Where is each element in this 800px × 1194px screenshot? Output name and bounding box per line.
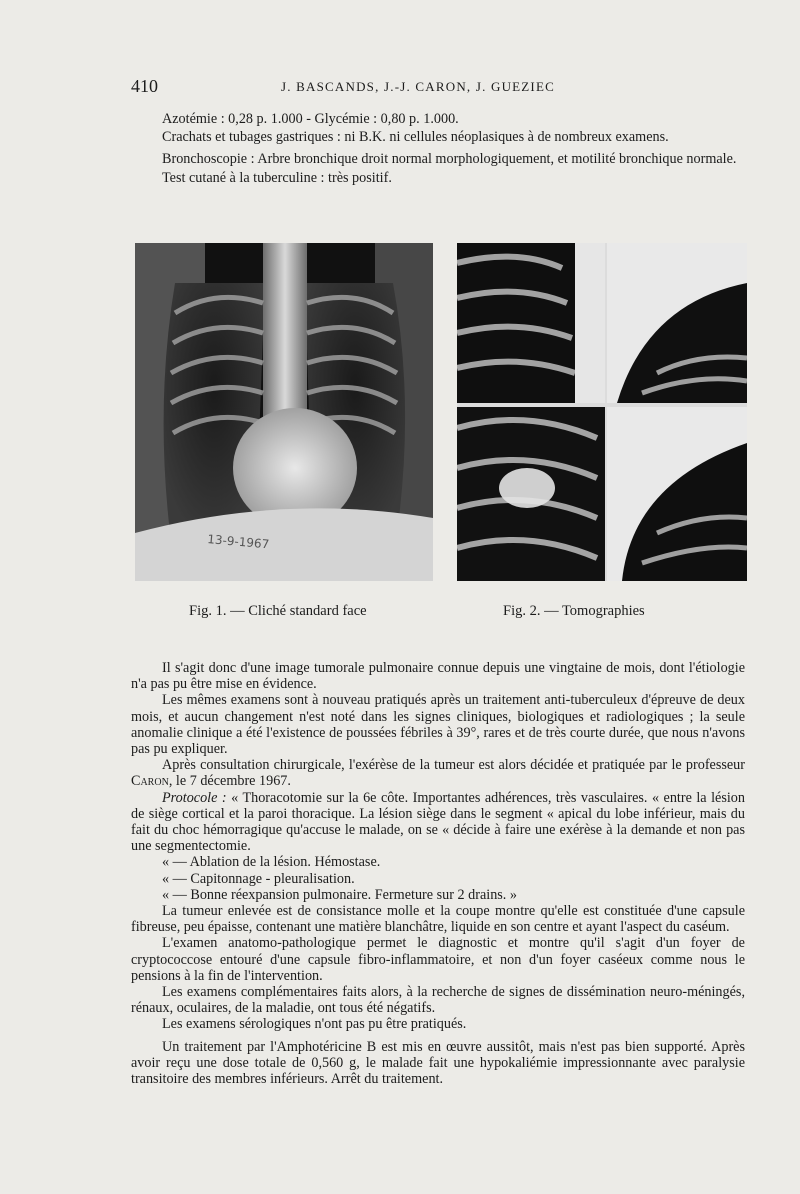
protocole-label: Protocole : <box>162 789 227 806</box>
figure-2-tomographies <box>457 243 747 581</box>
protocole-line-reexpansion: « — Bonne réexpansion pulmonaire. Fermeture sur 2 drains. » <box>162 886 517 903</box>
page-header <box>131 76 745 100</box>
paragraph-image-tumorale: Il s'agit donc d'une image tumorale pulmonaire connue depuis une vingtaine de mois, dont l'étiologie n'a pas pu être mise en évidence. <box>131 660 745 693</box>
tomography-panel-bottom-left <box>457 407 605 581</box>
tomography-panel-top-left <box>457 243 605 403</box>
paragraph-crachats: Crachats et tubages gastriques : ni B.K. ni cellules néoplasiques à de nombreux examens. <box>162 129 669 146</box>
paragraph-azotemie: Azotémie : 0,28 p. 1.000 - Glycémie : 0,80 p. 1.000. <box>162 111 459 127</box>
surgeon-name: Caron <box>131 773 169 790</box>
paragraph-bronchoscopie: Bronchoscopie : Arbre bronchique droit normal morphologiquement, et motilité bronchique normale. <box>162 151 737 168</box>
consultation-text: Après consultation chirurgicale, l'exérèse de la tumeur est alors décidée et pratiquée par le professeur <box>162 757 745 774</box>
main-text-block <box>131 660 745 1087</box>
paragraph-test-cutane: Test cutané à la tuberculine : très positif. <box>162 169 392 186</box>
paragraph-tumeur-enlevee: La tumeur enlevée est de consistance molle et la coupe montre qu'elle est constituée d'une capsule fibreuse, peu épaisse, contenant une matière blanchâtre, liquide en son centre et ayant l'aspect du caséum. <box>131 903 745 936</box>
paragraph-protocole <box>131 790 745 855</box>
paragraph-amphotericine: Un traitement par l'Amphotéricine B est mis en œuvre aussitôt, mais n'est pas bien supporté. Après avoir reçu une dose totale de 0,560 g, le malade fait une hypokaliémie impressionnante avec paralysie transitoire des membres inférieurs. Arrêt du traitement. <box>131 1038 745 1088</box>
tomography-panel-top-right <box>607 243 747 403</box>
paragraph-examens-complementaires: Les examens complémentaires faits alors, à la recherche de signes de dissémination neuro-méningés, rénaux, oculaires, de la maladie, ont tous été négatifs. <box>131 984 745 1017</box>
page-number: 410 <box>131 76 158 96</box>
paragraph-consultation <box>131 757 745 789</box>
protocole-text: « Thoracotomie sur la 6e côte. Importantes adhérences, très vasculaires. « entre la lésion de siège cortical et la paroi thoracique. La lésion siège dans le segment « apical du lobe inférieur, mais du fait du choc hémorragique qu'accuse le malade, on se « décide à faire une exérèse à la demande et non pas une segmentectomie. <box>131 789 745 855</box>
tomography-panel-bottom-right <box>607 407 747 581</box>
lab-results-block <box>131 111 745 186</box>
paragraph-anatomo-pathologique: L'examen anatomo-pathologique permet le diagnostic et montre qu'il s'agit d'un foyer de cryptococcose entouré d'une capsule fibro-inflammatoire, et non d'un foyer caséeux comme nous le pensions à la fin de l'intervention. <box>131 935 745 984</box>
protocole-line-capitonnage: « — Capitonnage - pleuralisation. <box>162 870 355 887</box>
protocole-line-ablation: « — Ablation de la lésion. Hémostase. <box>162 854 381 871</box>
figure-2-caption: Fig. 2. — Tomographies <box>503 603 645 619</box>
consultation-date-text: , le 7 décembre 1967. <box>168 773 291 790</box>
chest-xray-image <box>135 243 433 581</box>
paragraph-examens-serologiques: Les examens sérologiques n'ont pas pu être pratiqués. <box>162 1016 467 1033</box>
figure-1-chest-xray <box>135 243 433 581</box>
tomography-panels <box>457 243 747 581</box>
xray-date-stamp: 13-9-1967 <box>206 532 270 552</box>
figure-1-caption: Fig. 1. — Cliché standard face <box>189 603 367 619</box>
paragraph-memes-examens: Les mêmes examens sont à nouveau pratiqués après un traitement anti-tuberculeux d'épreuve de deux mois, et aucun changement n'est noté dans les signes cliniques, biologiques et radiologiques ; la seule anomalie clinique a été l'existence de poussées fébriles à 39°, rares et de très courte durée, que nous n'avons pas pu expliquer. <box>131 692 745 758</box>
running-head-authors: J. BASCANDS, J.-J. CARON, J. GUEZIEC <box>281 79 555 94</box>
